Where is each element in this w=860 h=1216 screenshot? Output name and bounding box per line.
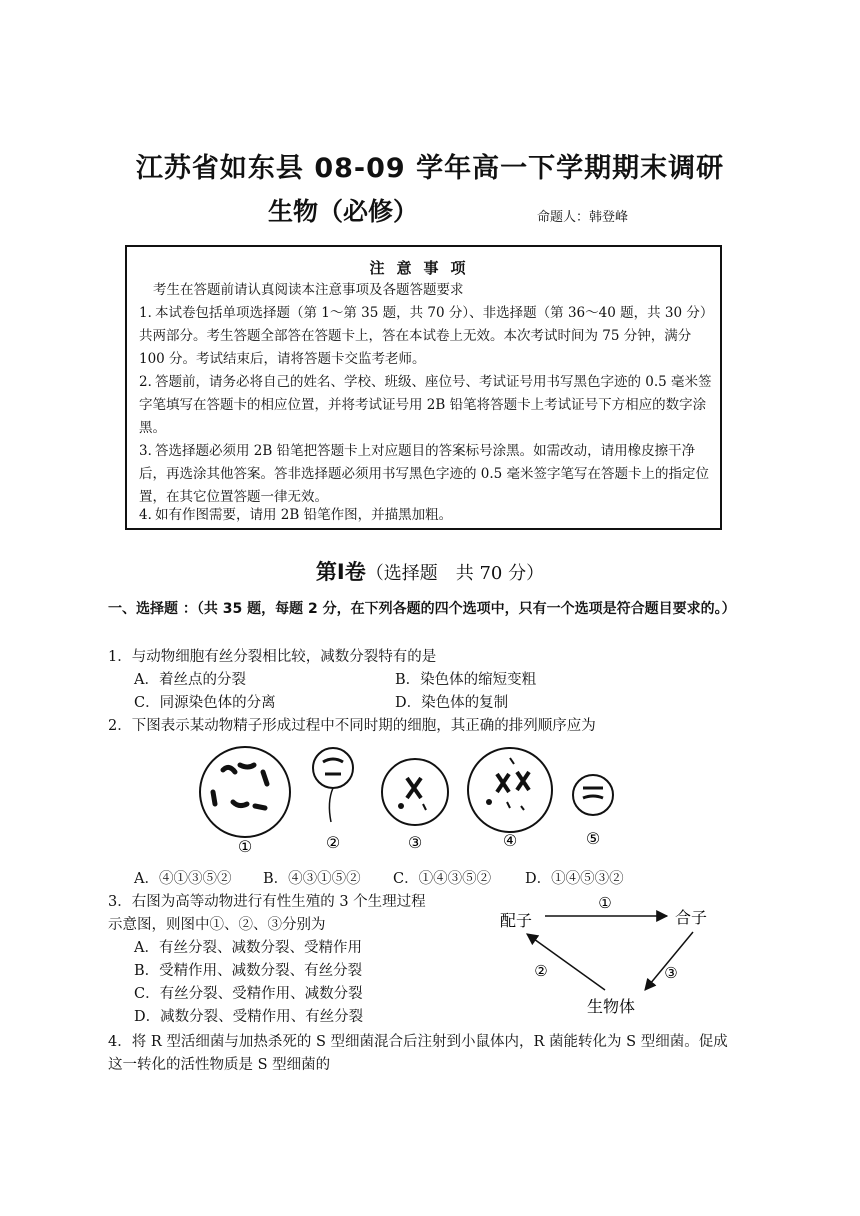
notice-item-num: 4．: [139, 507, 162, 523]
cell-label-4: ④: [502, 831, 518, 850]
q4-stem-line2: 这一转化的活性物质是 S 型细菌的: [108, 1057, 331, 1073]
cell-label-3: ③: [407, 833, 423, 852]
notice-box: [125, 245, 722, 530]
node-organism: 生物体: [587, 997, 636, 1016]
notice-item-num: 2．: [139, 374, 162, 390]
notice-item-text: 答题前，请务必将自己的姓名、学校、班级、座位号、考试证号用书写黑色字迹的 0.5 毫米签字笔填写在答题卡的相应位置，并将考试证号用 2B 铅笔将答题卡上考试证号下方相应的数字涂黑。: [139, 374, 712, 436]
q3-option-b: B．受精作用、减数分裂、有丝分裂: [134, 963, 363, 979]
notice-item-text: 答选择题必须用 2B 铅笔把答题卡上对应题目的答案标号涂黑。如需改动，请用橡皮擦干净后，再选涂其他答案。答非选择题必须用书写黑色字迹的 0.5 毫米签字笔写在答题卡上的指定位置，在其它位置答题一律无效。: [139, 443, 710, 505]
arrow-label-3: ③: [664, 964, 678, 982]
q1-stem: 1．与动物细胞有丝分裂相比较，减数分裂特有的是: [108, 649, 437, 665]
section-note: （选择题 共 70 分）: [365, 563, 545, 584]
q2-option-b: B．④③①⑤②: [263, 871, 361, 887]
notice-intro: 考生在答题前请认真阅读本注意事项及各题答题要求: [153, 282, 464, 298]
q3-option-d: D．减数分裂、受精作用、有丝分裂: [134, 1009, 364, 1025]
cell-4: [468, 748, 552, 832]
cell-2: [313, 748, 353, 822]
q1-option-c: C．同源染色体的分离: [134, 695, 276, 711]
q4-stem-line1: 4．将 R 型活细菌与加热杀死的 S 型细菌混合后注射到小鼠体内，R 菌能转化为 S 型细菌。促成: [108, 1034, 728, 1050]
exam-author: 命题人：韩登峰: [537, 210, 629, 225]
cell-3: [382, 759, 448, 825]
node-zygote: 合子: [675, 908, 708, 927]
notice-title: 注意事项: [369, 259, 478, 277]
cell-label-2: ②: [325, 833, 341, 852]
cell-label-1: ①: [237, 837, 253, 856]
q3-option-a: A．有丝分裂、减数分裂、受精作用: [134, 940, 362, 956]
section-heading: [0, 556, 860, 586]
cell-1: [200, 747, 290, 837]
q3-stem-line1: 3．右图为高等动物进行有性生殖的 3 个生理过程: [108, 894, 426, 910]
notice-item-3: [139, 440, 714, 509]
arrow-label-2: ②: [534, 962, 548, 980]
q3-stem-line2: 示意图，则图中①、②、③分别为: [108, 917, 326, 933]
q2-option-a: A．④①③⑤②: [134, 871, 232, 887]
q2-option-d: D．①④⑤③②: [525, 871, 624, 887]
notice-item-1: [139, 302, 714, 371]
notice-item-text: 本试卷包括单项选择题（第 1～第 35 题，共 70 分）、非选择题（第 36～40 题，共 30 分）共两部分。考生答题全部答在答题卡上，答在本试卷上无效。本次考试时间为 75 分钟，满分 100 分。考试结束后，请将答题卡交监考老师。: [139, 305, 714, 367]
q2-option-c: C．①④③⑤②: [393, 871, 492, 887]
q2-stem: 2．下图表示某动物精子形成过程中不同时期的细胞，其正确的排列顺序应为: [108, 718, 596, 734]
node-gamete: 配子: [500, 911, 533, 930]
mcq-heading: 一、选择题 ：（共 35 题，每题 2 分，在下列各题的四个选项中，只有一个选项是符合题目要求的。）: [108, 601, 736, 617]
cell-5: [573, 775, 613, 815]
notice-item-text: 如有作图需要，请用 2B 铅笔作图，并描黑加粗。: [155, 507, 453, 523]
q3-cycle-diagram: [495, 890, 725, 1025]
exam-title: 江苏省如东县 08-09 学年高一下学期期末调研: [135, 153, 725, 184]
notice-item-num: 3．: [139, 443, 162, 459]
arrow-label-1: ①: [598, 894, 612, 912]
q1-option-d: D．染色体的复制: [395, 695, 509, 711]
notice-item-2: [139, 371, 714, 440]
notice-item-4: [139, 504, 714, 527]
cell-label-5: ⑤: [585, 829, 601, 848]
exam-subtitle: 生物（必修）: [268, 197, 419, 226]
q3-option-c: C．有丝分裂、受精作用、减数分裂: [134, 986, 363, 1002]
notice-item-num: 1．: [139, 305, 162, 321]
section-title: 第Ⅰ卷: [315, 560, 366, 584]
q1-option-a: A．着丝点的分裂: [134, 672, 246, 688]
q2-cells-figure: [185, 740, 625, 860]
q1-option-b: B．染色体的缩短变粗: [395, 672, 537, 688]
